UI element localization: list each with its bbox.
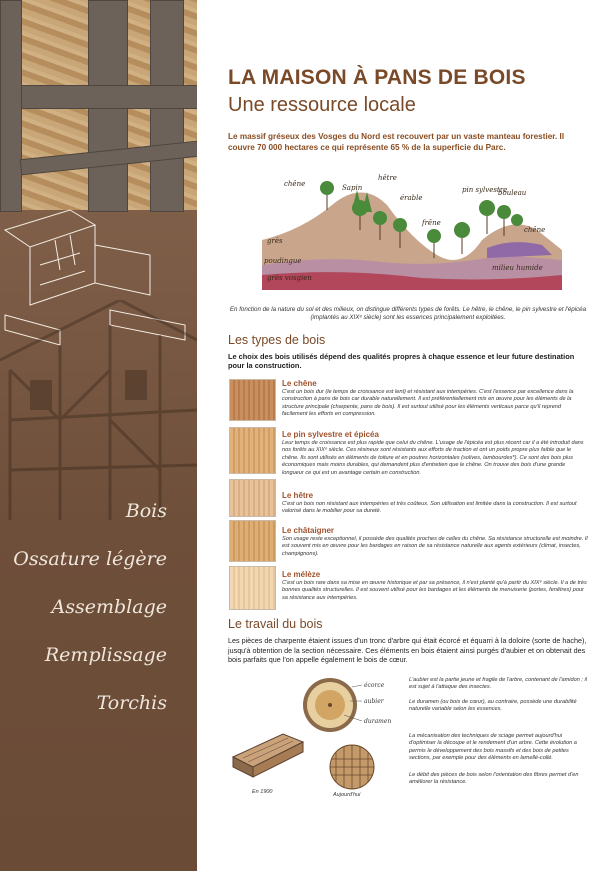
note-debit: Le débit des pièces de bois selon l'orientation des fibres permet d'en améliorer la résistance. [409,772,579,786]
label-bouleau: bouleau [498,189,527,197]
section-heading-types: Les types de bois [228,333,326,347]
trunk-section-drawing [300,675,405,735]
intro-text: Le massif gréseux des Vosges du Nord est recouvert par un vaste manteau forestier. Il couvre 70 000 hectares ce qui représente 65 % de la superficie du Parc. [228,132,565,152]
label-erable: érable [400,194,423,202]
wood-sample-chataigner [229,520,276,562]
wood-item-chataigner [282,526,588,558]
menu-item-assemblage[interactable]: Assemblage [51,596,167,618]
beam-today-drawing [322,742,382,792]
page-title: LA MAISON À PANS DE BOIS [228,66,526,89]
menu-item-remplissage[interactable]: Remplissage [44,644,167,666]
wood-description: C'est un bois rare dans sa mise en œuvre historique et par sa présence, il n'est planté qu'à partir du XIXᵉ siècle. Il a de très bonnes qualités structurelles. Il est souvent utilisé pour les bardages et les éléments de menuiserie (portes, fenêtres) pour sa résistance aux intempéries. [282,580,587,601]
sidebar [0,0,197,871]
label-aujourdhui: Aujourd'hui [333,792,361,798]
label-sapin: Sapin [342,184,363,192]
label-frene: frêne [422,219,441,227]
wood-sample-hetre [229,479,276,517]
timber-wall-photo [0,0,197,210]
label-chene-left: chêne [284,180,306,188]
note-mecanisation: La mécanisation des techniques de sciage permet aujourd'hui d'optimiser la découpe et le rendement d'un arbre. Cette évolution a permis le développement des bois massifs et des bois de petites sections, par exemple pour des éléments en lamellé-collé. [409,733,577,762]
travail-text: Les pièces de charpente étaient issues d'un tronc d'arbre qui était écorcé et équarri à la doloire (sorte de hache), jusqu'à obtention de la section nécessaire. Ces éléments en bois étaient ainsi purgés d'aubier et on obtenait des bois parfaits que l'on appelle également le bois de cœur. [228,636,587,665]
label-duramen: duramen [364,718,392,725]
wood-description: C'est un bois non résistant aux intempéries et très coûteux. Son utilisation est limitée dans la construction. Il est surtout valorisé dans le mobilier pour sa dureté. [282,501,577,515]
beam-1900-drawing [228,722,308,784]
menu-item-ossature[interactable]: Ossature légère [13,548,167,570]
wood-item-chene [282,379,588,419]
wood-item-meleze [282,570,588,602]
label-gres: grès [267,237,283,245]
wood-title: Le pin sylvestre et épicéa [282,430,379,439]
menu-item-bois[interactable]: Bois [125,500,167,522]
label-ecorce: écorce [364,682,385,689]
label-gres-vosgien: grès vosgien [267,274,312,282]
wood-sample-meleze [229,566,276,610]
wood-title: Le châtaigner [282,526,335,535]
label-chene-right: chêne [524,226,546,234]
label-aubier: aubier [364,698,384,705]
label-hetre: hêtre [378,174,397,182]
wood-description: Leur temps de croissance est plus rapide que celui du chêne. L'usage de l'épicéa est plus récent car il a été introduit dans nos forêts au XIXᵉ siècle. Ces résineux sont résistants aux efforts de traction et ont un poids propre plus faible que le chêne. Ils sont utilisés en éléments de toiture et en poutres horizontales (solives, lambourdes*). Ce sont des bois plus économiques mais moins durables, qui demandent plus d'entretien que le chêne. On trouve des bois d'une grande longueur ce qui est un avantage certain en construction. [282,440,584,476]
page-subtitle: Une ressource locale [228,94,416,116]
house-facade-image [0,300,197,520]
section-heading-travail: Le travail du bois [228,617,323,631]
label-en-1900: En 1900 [252,789,273,795]
note-duramen: Le duramen (ou bois de cœur), au contraire, possède une durabilité naturelle variable selon les essences. [409,699,577,713]
menu-item-torchis[interactable]: Torchis [96,692,167,714]
wood-item-pin [282,430,588,477]
wood-description: C'est un bois dur (le temps de croissance est lent) et résistant aux intempéries. C'est l'essence par excellence dans la construction à pans de bois car durable naturellement. Il est préférentiellement mis en œuvre pour les éléments de la structure principale (charpente, pans de bois). Il est surtout utilisé pour les éléments verticaux parce qu'il reprend facilement les efforts en compression. [282,389,574,418]
label-milieu-humide: milieu humide [492,264,543,272]
forest-soil-diagram [262,170,562,295]
wood-sample-pin [229,427,276,474]
wood-title: Le chêne [282,379,317,388]
wood-title: Le hêtre [282,491,314,500]
diagram-caption: En fonction de la nature du sol et des milieux, on distingue différents types de forêts. Le hêtre, le chêne, le pin sylvestre et l'épicéa (implantés au XIXᵉ siècle) sont les essences principalement exploitées. [229,306,587,321]
label-poudingue: poudingue [264,257,302,265]
wood-description: Son usage reste exceptionnel, il possède des qualités proches de celles du chêne. Sa résistance structurelle est moindre. Il est souvent mis en œuvre pour les bardages en raison de sa résistance naturelle aux agents extérieurs (climat, insectes, champignons). [282,536,588,557]
label-pin: pin sylvestre [462,186,508,194]
note-aubier: L'aubier est la partie jeune et fragile de l'arbre, contenant de l'amidon ; il est sujet à l'attaque des insectes. [409,677,587,691]
wood-item-hetre [282,491,588,516]
wood-title: Le mélèze [282,570,321,579]
wood-sample-chene [229,379,276,421]
types-lead: Le choix des bois utilisés dépend des qualités propres à chaque essence et leur future destination pour la construction. [228,352,575,371]
